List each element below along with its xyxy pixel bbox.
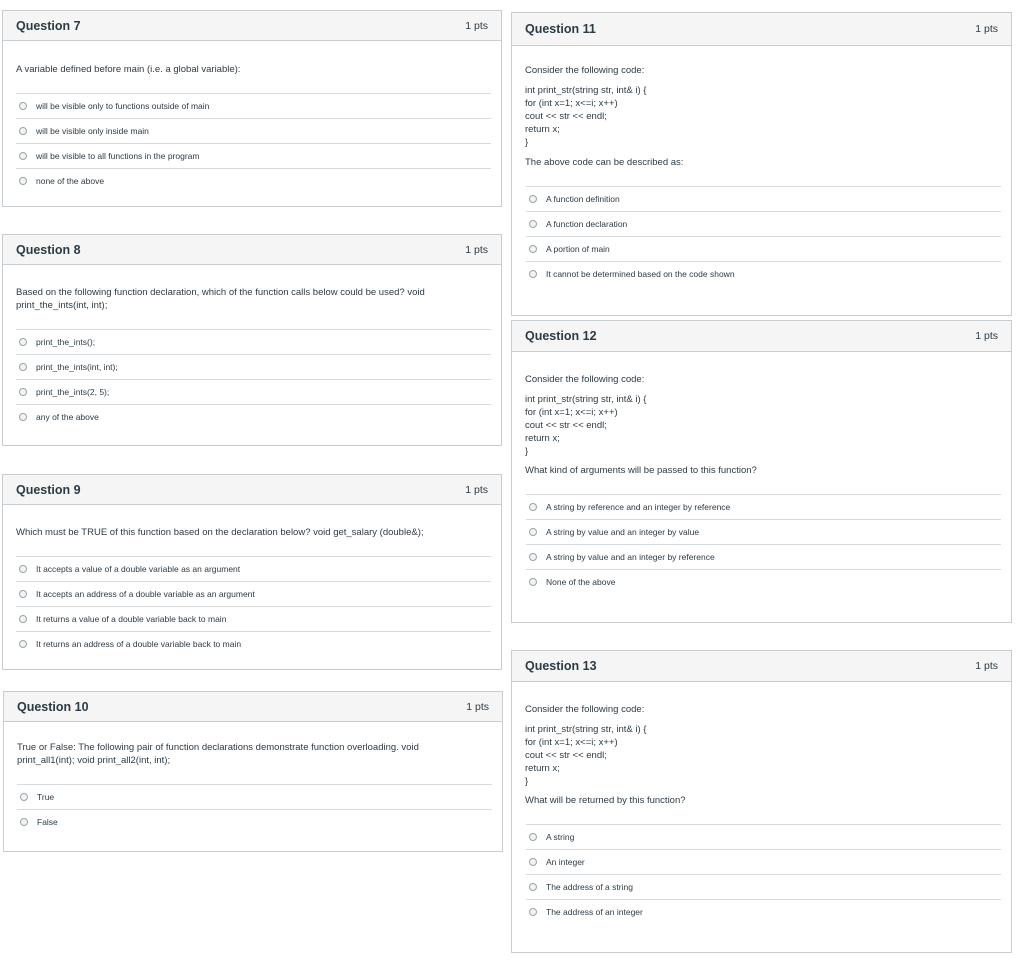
code-line: } [525, 137, 529, 148]
code-line: for (int x=1; x<=i; x++) [525, 98, 618, 109]
answer-option[interactable]: A portion of main [526, 236, 1001, 261]
question-points: 1 pts [975, 23, 998, 35]
radio-icon[interactable] [19, 102, 27, 110]
answer-option[interactable]: A string by value and an integer by reference [526, 544, 1001, 569]
answer-option[interactable]: False [17, 809, 492, 834]
question-intro: Consider the following code: [525, 374, 645, 385]
answer-option[interactable]: It accepts an address of a double variable as an argument [16, 581, 491, 606]
answer-option[interactable]: It returns a value of a double variable back to main [16, 606, 491, 631]
radio-icon[interactable] [19, 615, 27, 623]
radio-icon[interactable] [529, 908, 537, 916]
answer-option[interactable]: any of the above [16, 404, 491, 429]
answer-option[interactable]: It accepts a value of a double variable as an argument [16, 556, 491, 581]
radio-icon[interactable] [20, 818, 28, 826]
answer-option[interactable]: A string by reference and an integer by reference [526, 494, 1001, 519]
radio-icon[interactable] [19, 590, 27, 598]
question-intro: Consider the following code: [525, 65, 645, 76]
question-text: True or False: The following pair of function declarations demonstrate function overloading. void print_all1(int); void print_all2(int, int); [17, 742, 419, 766]
code-line: for (int x=1; x<=i; x++) [525, 737, 618, 748]
question-text: A variable defined before main (i.e. a global variable): [16, 64, 241, 75]
radio-icon[interactable] [529, 220, 537, 228]
question-prompt: What will be returned by this function? [525, 795, 686, 806]
radio-icon[interactable] [19, 388, 27, 396]
code-line: int print_str(string str, int& i) { [525, 394, 647, 405]
answer-option[interactable]: will be visible only to functions outside of main [16, 93, 491, 118]
question-11 [511, 12, 1012, 316]
radio-icon[interactable] [19, 363, 27, 371]
question-header [512, 13, 1011, 46]
radio-icon[interactable] [529, 578, 537, 586]
answer-option[interactable]: True [17, 784, 492, 809]
code-line: for (int x=1; x<=i; x++) [525, 407, 618, 418]
question-points: 1 pts [465, 19, 488, 32]
code-block [525, 84, 998, 149]
question-8 [2, 234, 502, 446]
answer-option[interactable]: None of the above [526, 569, 1001, 594]
question-points: 1 pts [465, 483, 488, 496]
radio-icon[interactable] [19, 640, 27, 648]
question-points: 1 pts [975, 660, 998, 672]
question-points: 1 pts [465, 243, 488, 256]
answer-option[interactable]: A string by value and an integer by value [526, 519, 1001, 544]
radio-icon[interactable] [19, 413, 27, 421]
code-line: return x; [525, 763, 560, 774]
question-10 [3, 691, 503, 852]
question-header [4, 692, 502, 722]
code-line: cout << str << endl; [525, 111, 607, 122]
question-text: Which must be TRUE of this function based on the declaration below? void get_salary (double&); [16, 527, 424, 538]
answer-option[interactable]: none of the above [16, 168, 491, 193]
answer-option[interactable]: A function definition [526, 186, 1001, 211]
code-line: int print_str(string str, int& i) { [525, 85, 647, 96]
answer-option[interactable]: An integer [526, 849, 1001, 874]
question-title: Question 8 [16, 242, 81, 257]
code-line: cout << str << endl; [525, 420, 607, 431]
question-title: Question 7 [16, 18, 81, 33]
code-line: } [525, 446, 529, 457]
question-title: Question 11 [525, 22, 596, 36]
question-header [3, 235, 501, 265]
code-block [525, 723, 998, 788]
question-title: Question 9 [16, 482, 81, 497]
question-points: 1 pts [466, 700, 489, 713]
question-prompt: The above code can be described as: [525, 157, 684, 168]
answer-option[interactable]: A string [526, 824, 1001, 849]
question-text: Based on the following function declaration, which of the function calls below could be used? void print_the_ints(int, int); [16, 287, 425, 311]
code-block [525, 393, 998, 458]
answer-option[interactable]: A function declaration [526, 211, 1001, 236]
answer-option[interactable]: will be visible to all functions in the program [16, 143, 491, 168]
radio-icon[interactable] [529, 195, 537, 203]
radio-icon[interactable] [20, 793, 28, 801]
radio-icon[interactable] [529, 503, 537, 511]
code-line: int print_str(string str, int& i) { [525, 724, 647, 735]
radio-icon[interactable] [19, 152, 27, 160]
question-12 [511, 320, 1012, 623]
radio-icon[interactable] [19, 338, 27, 346]
radio-icon[interactable] [529, 553, 537, 561]
question-header [512, 321, 1011, 352]
answer-option[interactable]: print_the_ints(2, 5); [16, 379, 491, 404]
question-9 [2, 474, 502, 670]
answer-option[interactable]: The address of a string [526, 874, 1001, 899]
question-intro: Consider the following code: [525, 704, 645, 715]
code-line: } [525, 776, 529, 787]
question-header [3, 11, 501, 41]
question-header [512, 651, 1011, 682]
radio-icon[interactable] [19, 127, 27, 135]
radio-icon[interactable] [19, 177, 27, 185]
answer-option[interactable]: It cannot be determined based on the code shown [526, 261, 1001, 286]
code-line: return x; [525, 433, 560, 444]
question-prompt: What kind of arguments will be passed to this function? [525, 465, 757, 476]
code-line: cout << str << endl; [525, 750, 607, 761]
radio-icon[interactable] [529, 245, 537, 253]
answer-option[interactable]: print_the_ints(int, int); [16, 354, 491, 379]
radio-icon[interactable] [529, 528, 537, 536]
code-line: return x; [525, 124, 560, 135]
answer-option[interactable]: It returns an address of a double variable back to main [16, 631, 491, 656]
question-title: Question 10 [17, 699, 89, 714]
answer-option[interactable]: print_the_ints(); [16, 329, 491, 354]
question-header [3, 475, 501, 505]
question-points: 1 pts [975, 330, 998, 342]
question-7 [2, 10, 502, 207]
radio-icon[interactable] [529, 833, 537, 841]
answer-option[interactable]: The address of an integer [526, 899, 1001, 924]
question-title: Question 12 [525, 329, 597, 343]
radio-icon[interactable] [529, 883, 537, 891]
radio-icon[interactable] [529, 858, 537, 866]
radio-icon[interactable] [529, 270, 537, 278]
answer-option[interactable]: will be visible only inside main [16, 118, 491, 143]
question-13 [511, 650, 1012, 953]
radio-icon[interactable] [19, 565, 27, 573]
question-title: Question 13 [525, 659, 597, 673]
